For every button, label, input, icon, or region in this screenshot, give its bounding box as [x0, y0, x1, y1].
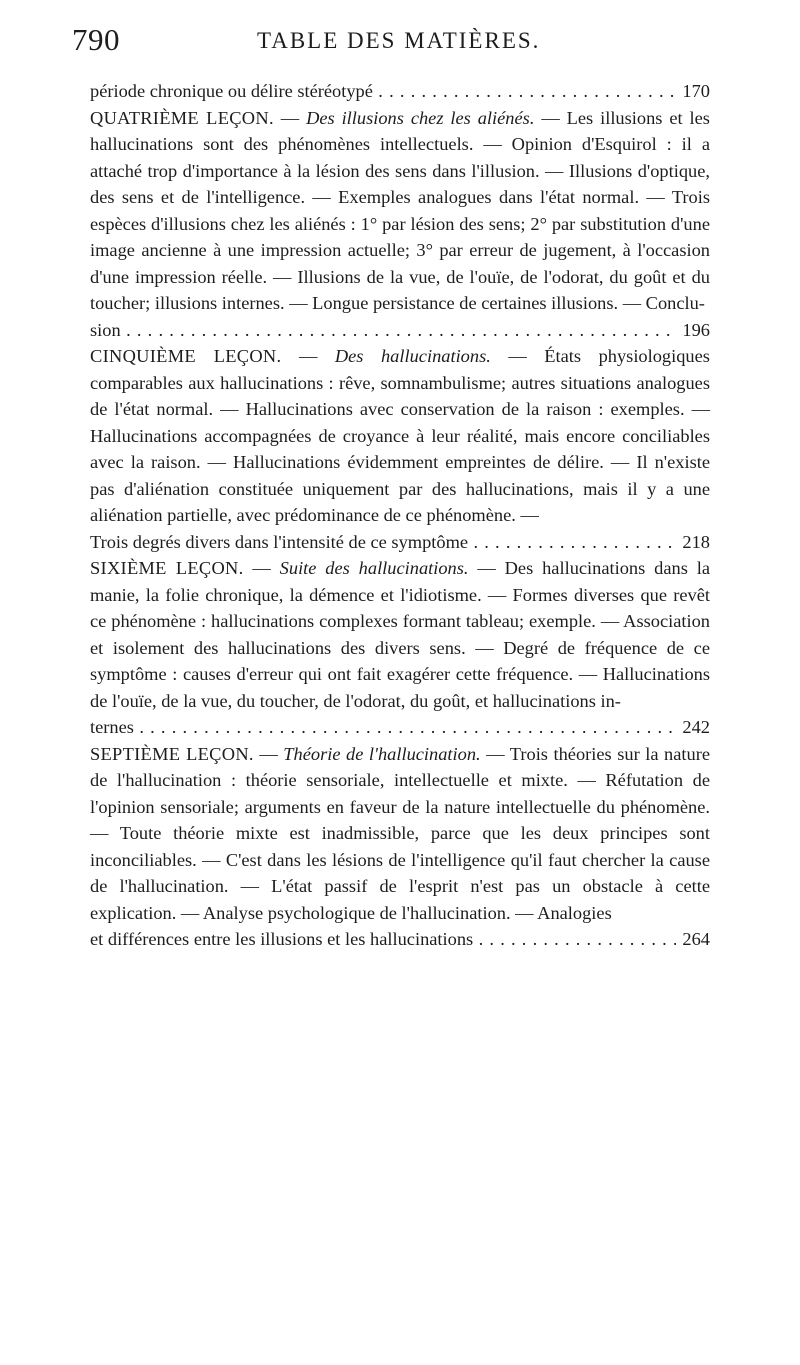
lesson-page-ref: 218 — [682, 531, 710, 552]
lesson-page-ref: 242 — [682, 717, 710, 737]
continuation-text: période chronique ou délire stéréotypé . . . — [90, 78, 676, 105]
lesson-last-line — [90, 926, 710, 953]
lesson-title: QUATRIÈME LEÇON. — [90, 107, 274, 128]
lesson-title: SEPTIÈME LEÇON. — [90, 743, 254, 764]
continuation-entry — [90, 78, 710, 105]
running-title: TABLE DES MATIÈRES. — [257, 28, 541, 53]
lesson-last-line — [90, 714, 710, 741]
page-header — [72, 22, 722, 70]
table-of-contents — [90, 78, 710, 953]
lesson-page-ref: 196 — [682, 319, 710, 340]
lesson-last-line — [90, 529, 710, 556]
lesson-last-line-text: et différences entre les illusions et les hallucinations . . . — [90, 926, 676, 953]
lesson-summary: Les illusions et les hallucinations sont des phénomènes intellectuels. — Opinion d'Esquirol : il a attaché trop d'importance à la lésion des sens dans l'illusion. — Illusions d'optique, des sens et de l'intelligence. — Exemples analogues dans l'état normal. — Trois espèces d'illusions chez les aliénés : 1° par lésion des sens; 2° par substitution d'une image ancienne à une impression actuelle; 3° par erreur de jugement, à l'occasion d'une impression réelle. — Illusions de la vue, de l'ouïe, de l'odorat, du goût et du toucher; illusions internes. — Longue persistance de certaines illusions. — Conclu- — [90, 107, 710, 313]
page-number: 790 — [72, 22, 120, 57]
lesson-entry-7: SEPTIÈME LEÇON. — Théorie de l'hallucination. — Trois théories sur la nature de l'hallucination : théorie sensoriale, intellectuelle et mixte. — Réfutation de l'opinion sensoriale; arguments en faveur de la nature intellectuelle du phénomène. — Toute théorie mixte est inadmissible, parce que les deux principes sont inconciliables. — C'est dans les lésions de l'intelligence qu'il faut chercher la cause de l'hallucination. — L'état passif de l'esprit n'est pas un obstacle à cette explication. — Analyse psychologique de l'hallucination. — Analogies et différences entre les illusions et les hallucinations . . . 264 — [90, 741, 710, 953]
continuation-line — [90, 78, 710, 105]
lesson-title: CINQUIÈME LEÇON. — [90, 346, 282, 366]
lesson-entry-4: QUATRIÈME LEÇON. — Des illusions chez les aliénés. — Les illusions et les hallucinations sont des phénomènes intellectuels. — Opinion d'Esquirol : il a attaché trop d'importance à la lésion des sens dans l'illusion. — Illusions d'optique, des sens et de l'intelligence. — Exemples analogues dans l'état normal. — Trois espèces d'illusions chez les aliénés : 1° par lésion des sens; 2° par substitution d'une image ancienne à une impression actuelle; 3° par erreur de jugement, à l'occasion d'une impression réelle. — Illusions de la vue, de l'ouïe, de l'odorat, du goût et du toucher; illusions internes. — Longue persistance de certaines illusions. — Conclu- sion . . . 196 — [90, 105, 710, 344]
lesson-summary: États physiologiques comparables aux hallucinations : rêve, somnambulisme; autres situations analogues de l'état normal. — Hallucinations avec conservation de la raison : exemples. — Hallucinations accompagnées de croyance à leur réalité, mais encore conciliables avec la raison. — Hallucinations évidemment empreintes de délire. — Il n'existe pas d'aliénation constituée uniquement par des hallucinations, mais il y a une aliénation partielle, avec prédominance de ce phénomène. — — [90, 346, 710, 525]
lesson-summary: Trois théories sur la nature de l'hallucination : théorie sensoriale, intellectuelle et mixte. — Réfutation de l'opinion sensoriale; arguments en faveur de la nature intellectuelle du phénomène. — Toute théorie mixte est inadmissible, parce que les deux principes sont inconciliables. — C'est dans les lésions de l'intelligence qu'il faut chercher la cause de l'hallucination. — L'état passif de l'esprit n'est pas un obstacle à cette explication. — Analyse psychologique de l'hallucination. — Analogies — [90, 743, 711, 923]
lesson-last-line-text: Trois degrés divers dans l'intensité de ce symptôme . . . — [90, 529, 676, 556]
lesson-page-ref: 264 — [682, 929, 710, 949]
lesson-entry-6: SIXIÈME LEÇON. — Suite des hallucinations. — Des hallucinations dans la manie, la folie chronique, la démence et l'idiotisme. — Formes diverses que revêt ce phénomène : hallucinations complexes formant tableau; exemple. — Association et isolement des hallucinations des divers sens. — Degré de fréquence de ce symptôme : causes d'erreur qui ont fait exagérer cette fréquence. — Hallucinations de l'ouïe, de la vue, du toucher, de l'odorat, du goût, et hallucinations in- ternes . . . 242 — [90, 555, 710, 741]
lesson-last-line-text: sion . . . — [90, 317, 676, 344]
lesson-last-line — [90, 317, 710, 344]
lesson-last-line-text: ternes . . . — [90, 714, 676, 741]
lesson-subject: Des hallucinations. — [334, 346, 491, 366]
lesson-title: SIXIÈME LEÇON. — [90, 558, 244, 578]
lesson-subject: Des illusions chez les aliénés. — [306, 107, 535, 128]
continuation-page-ref: 170 — [682, 81, 710, 101]
lesson-subject: Théorie de l'hallucination. — [283, 743, 481, 764]
lesson-summary: Des hallucinations dans la manie, la folie chronique, la démence et l'idiotisme. — Formes diverses que revêt ce phénomène : hallucinations complexes formant tableau; exemple. — Association et isolement des hallucinations des divers sens. — Degré de fréquence de ce symptôme : causes d'erreur qui ont fait exagérer cette fréquence. — Hallucinations de l'ouïe, de la vue, du toucher, de l'odorat, du goût, et hallucinations in- — [90, 558, 710, 711]
lesson-subject: Suite des hallucinations. — [279, 558, 469, 578]
lesson-entry-5: CINQUIÈME LEÇON. — Des hallucinations. — États physiologiques comparables aux hallucinations : rêve, somnambulisme; autres situations analogues de l'état normal. — Hallucinations avec conservation de la raison : exemples. — Hallucinations accompagnées de croyance à leur réalité, mais encore conciliables avec la raison. — Hallucinations évidemment empreintes de délire. — Il n'existe pas d'aliénation constituée uniquement par des hallucinations, mais il y a une aliénation partielle, avec prédominance de ce phénomène. — Trois degrés divers dans l'intensité de ce symptôme . . . 218 — [90, 343, 710, 555]
